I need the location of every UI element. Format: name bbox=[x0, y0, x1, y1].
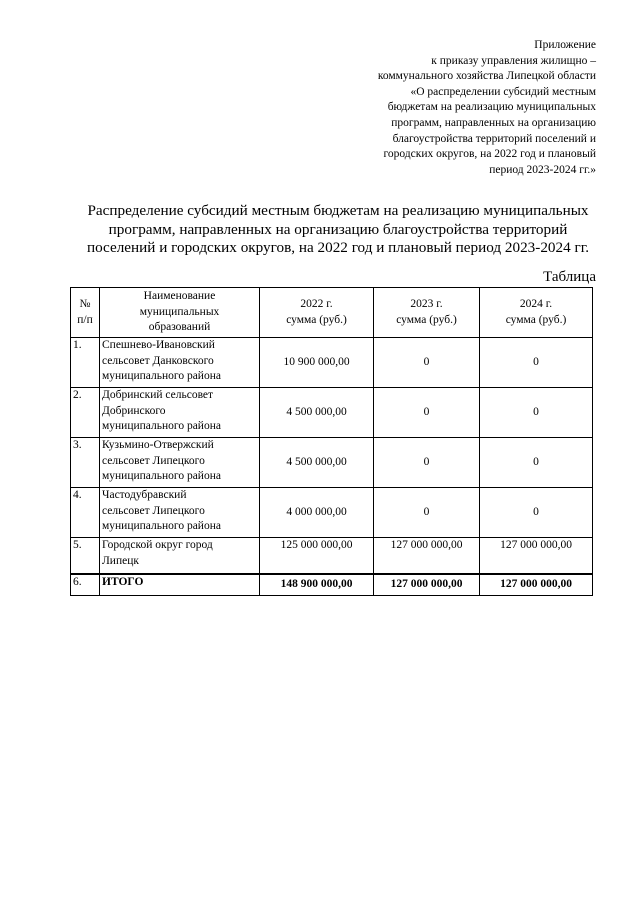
row-name-line: Спешнево-Ивановский bbox=[102, 339, 215, 351]
row-amount-2023: 0 bbox=[374, 438, 480, 488]
title-line: Распределение субсидий местным бюджетам на реализацию муниципальных bbox=[87, 202, 589, 219]
row-amount-2023: 0 bbox=[374, 338, 480, 388]
row-name bbox=[100, 438, 260, 488]
row-amount-2024: 0 bbox=[480, 338, 593, 388]
row-name-line: Добринского bbox=[102, 404, 166, 417]
appendix-line: Приложение bbox=[534, 39, 596, 51]
row-name-line: Добринский сельсовет bbox=[102, 389, 214, 401]
row-amount-2024: 0 bbox=[480, 388, 593, 438]
row-amount-2023: 0 bbox=[374, 488, 480, 538]
total-amount-2023: 127 000 000,00 bbox=[374, 574, 480, 596]
row-name bbox=[100, 338, 260, 388]
table-total-row bbox=[71, 574, 593, 596]
header-2024 bbox=[480, 288, 593, 338]
appendix-line: программ, направленных на организацию bbox=[391, 116, 596, 129]
header-2023-line: 2023 г. bbox=[410, 297, 443, 310]
row-name-line: Городской округ город bbox=[102, 539, 213, 551]
header-2022 bbox=[260, 288, 374, 338]
appendix-line: к приказу управления жилищно – bbox=[431, 54, 596, 67]
row-name-line: Липецк bbox=[102, 554, 139, 567]
document-title bbox=[60, 202, 616, 258]
row-name bbox=[100, 538, 260, 574]
row-name-line: муниципального района bbox=[102, 420, 221, 433]
row-num: 2. bbox=[71, 388, 100, 438]
subsidy-table bbox=[70, 287, 593, 596]
table-label: Таблица bbox=[543, 269, 596, 285]
row-amount-2024: 0 bbox=[480, 438, 593, 488]
row-name-line: сельсовет Данковского bbox=[102, 354, 214, 367]
row-amount-2024: 0 bbox=[480, 488, 593, 538]
header-name-line: Наименование bbox=[143, 290, 216, 303]
header-name bbox=[100, 288, 260, 338]
row-name-line: муниципального района bbox=[102, 470, 221, 483]
row-amount-2022: 4 500 000,00 bbox=[260, 438, 374, 488]
row-name-line: сельсовет Липецкого bbox=[102, 504, 205, 517]
row-num: 3. bbox=[71, 438, 100, 488]
total-amount-2024: 127 000 000,00 bbox=[480, 574, 593, 596]
header-num-line: п/п bbox=[77, 313, 93, 326]
total-amount-2022: 148 900 000,00 bbox=[260, 574, 374, 596]
appendix-header bbox=[326, 38, 596, 178]
row-num: 1. bbox=[71, 338, 100, 388]
header-2023-line: сумма (руб.) bbox=[396, 313, 457, 326]
header-2022-line: сумма (руб.) bbox=[286, 313, 347, 326]
appendix-line: бюджетам на реализацию муниципальных bbox=[387, 101, 596, 114]
title-line: поселений и городских округов, на 2022 год и плановый период 2023-2024 гг. bbox=[86, 239, 590, 256]
row-amount-2022: 125 000 000,00 bbox=[260, 538, 374, 574]
row-amount-2022: 4 000 000,00 bbox=[260, 488, 374, 538]
header-2024-line: сумма (руб.) bbox=[505, 313, 567, 326]
table-row bbox=[71, 438, 593, 488]
appendix-line: «О распределении субсидий местным bbox=[410, 85, 596, 98]
row-name bbox=[100, 388, 260, 438]
row-num: 4. bbox=[71, 488, 100, 538]
appendix-line: благоустройства территорий поселений и bbox=[392, 132, 596, 145]
total-num: 6. bbox=[71, 574, 100, 596]
row-name-line: муниципального района bbox=[102, 370, 221, 383]
header-2023 bbox=[374, 288, 480, 338]
row-name-line: Кузьмино-Отвержский bbox=[102, 439, 214, 451]
header-2024-line: 2024 г. bbox=[519, 297, 553, 310]
total-label: ИТОГО bbox=[100, 574, 260, 596]
table-row bbox=[71, 338, 593, 388]
header-name-line: образований bbox=[148, 321, 211, 334]
header-2022-line: 2022 г. bbox=[300, 297, 333, 310]
row-amount-2022: 10 900 000,00 bbox=[260, 338, 374, 388]
row-amount-2023: 127 000 000,00 bbox=[374, 538, 480, 574]
row-name-line: сельсовет Липецкого bbox=[102, 454, 205, 467]
appendix-line: коммунального хозяйства Липецкой области bbox=[377, 70, 596, 83]
row-amount-2023: 0 bbox=[374, 388, 480, 438]
appendix-line: период 2023-2024 гг.» bbox=[489, 163, 596, 176]
row-amount-2022: 4 500 000,00 bbox=[260, 388, 374, 438]
table-header-row bbox=[71, 288, 593, 338]
header-name-line: муниципальных bbox=[139, 305, 220, 318]
row-amount-2024: 127 000 000,00 bbox=[480, 538, 593, 574]
table-row bbox=[71, 538, 593, 574]
row-name bbox=[100, 488, 260, 538]
title-line: программ, направленных на организацию благоустройства территорий bbox=[108, 220, 568, 238]
table-row bbox=[71, 388, 593, 438]
row-name-line: муниципального района bbox=[102, 520, 221, 533]
row-name-line: Частодубравский bbox=[102, 489, 187, 501]
row-num: 5. bbox=[71, 538, 100, 574]
header-num bbox=[71, 288, 100, 338]
appendix-line: городских округов, на 2022 год и плановый bbox=[383, 148, 596, 161]
header-num-line: № bbox=[79, 297, 91, 310]
table-row bbox=[71, 488, 593, 538]
